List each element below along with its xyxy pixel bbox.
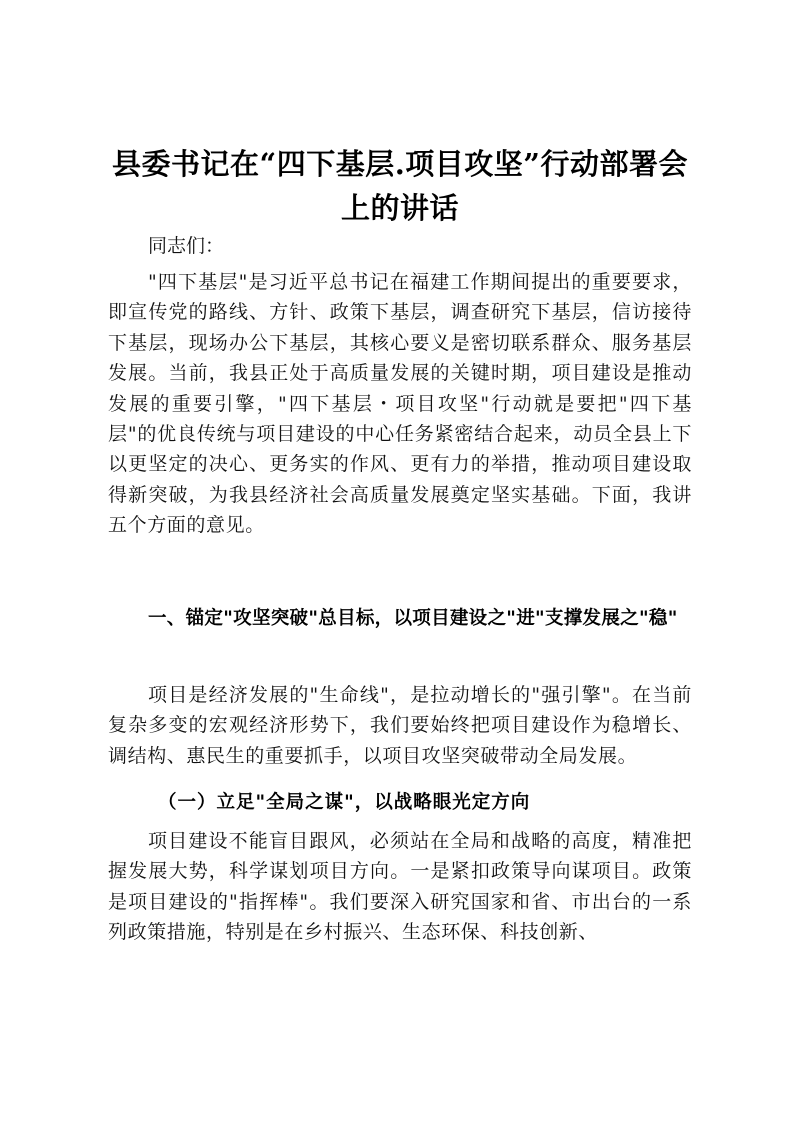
salutation: 同志们： bbox=[148, 235, 225, 257]
paragraph-subsection-1: 项目建设不能盲目跟风，必须站在全局和战略的高度，精准把握发展大势，科学谋划项目方向。一是紧扣政策导向谋项目。政策是项目建设的"指挥棒"。我们要深入研究国家和省、市出台的一系列政策措施，特别是在乡村振兴、生态环保、科技创新、 bbox=[108, 830, 692, 944]
document-title: 县委书记在“四下基层.项目攻坚”行动部署会上的讲话 bbox=[112, 147, 688, 225]
paragraph-section-1: 项目是经济发展的"生命线"，是拉动增长的"强引擎"。在当前复杂多变的宏观经济形势下，我们要始终把项目建设作为稳增长、调结构、惠民生的重要抓手，以项目攻坚突破带动全局发展。 bbox=[108, 684, 692, 767]
subsection-heading-1: （一）立足"全局之谋"，以战略眼光定方向 bbox=[158, 792, 531, 813]
paragraph-intro: "四下基层"是习近平总书记在福建工作期间提出的重要要求，即宣传党的路线、方针、政策下基层，调查研究下基层，信访接待下基层，现场办公下基层，其核心要义是密切联系群众、服务基层发展。当前，我县正处于高质量发展的关键时期，项目建设是推动发展的重要引擎，"四下基层・项目攻坚"行动就是要把"四下基层"的优良传统与项目建设的中心任务紧密结合起来，动员全县上下以更坚定的决心、更务实的作风、更有力的举措，推动项目建设取得新突破，为我县经济社会高质量发展奠定坚实基础。下面，我讲五个方面的意见。 bbox=[108, 271, 692, 537]
section-heading-1: 一、锚定"攻坚突破"总目标，以项目建设之"进"支撑发展之"稳" bbox=[148, 608, 678, 629]
